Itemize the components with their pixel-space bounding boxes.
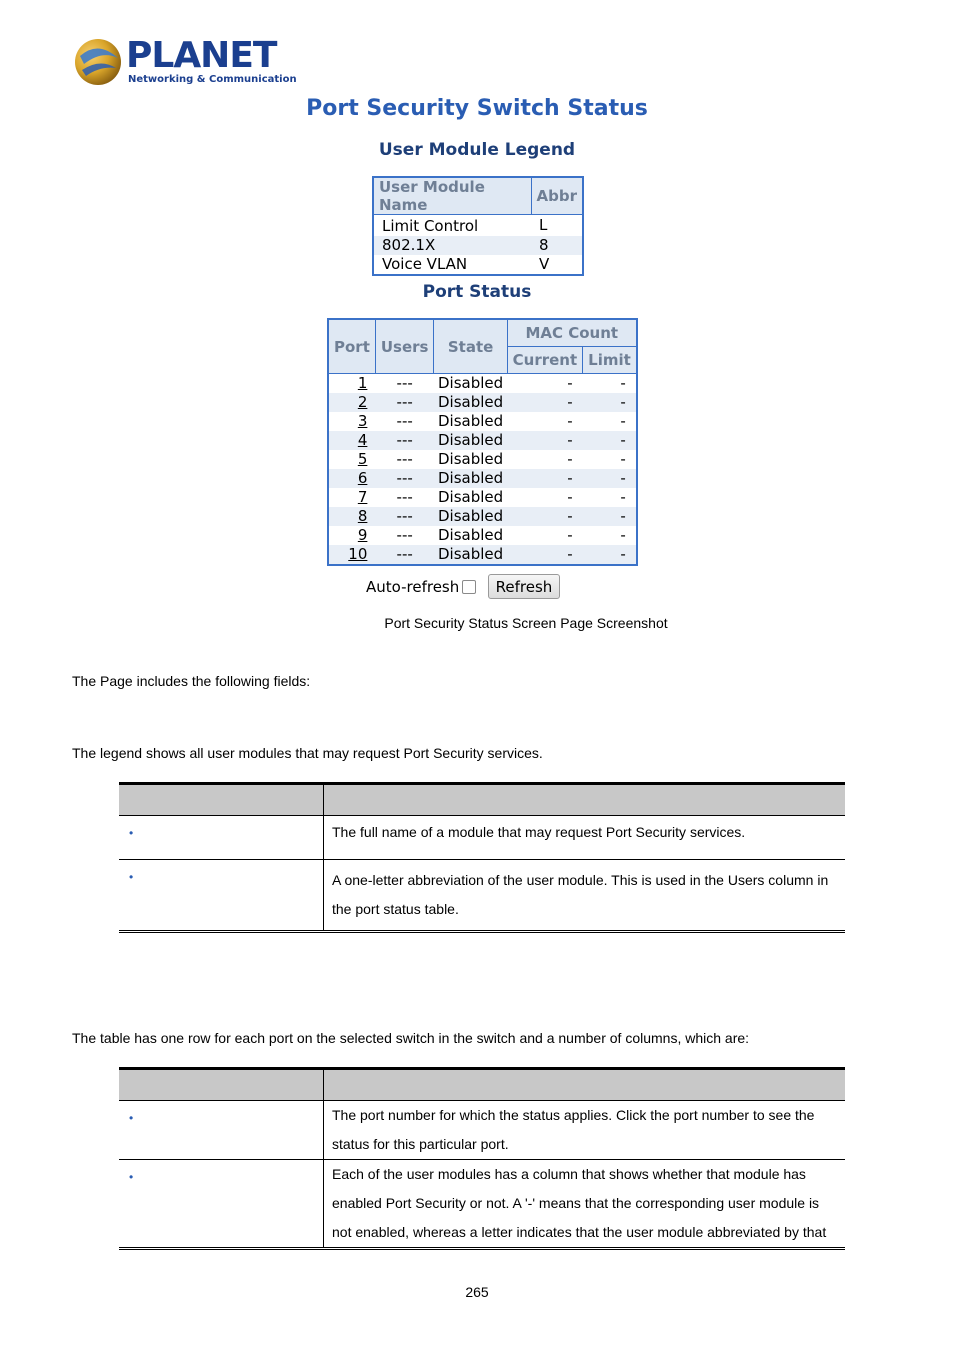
port-cell xyxy=(328,469,375,488)
state-cell: Disabled xyxy=(437,488,504,506)
globe-icon xyxy=(72,36,124,88)
module-name: 802.1X xyxy=(373,236,531,255)
legend-paragraph: The legend shows all user modules that may request Port Security services. xyxy=(72,745,543,761)
mac-limit-cell: - xyxy=(583,431,637,450)
port-link[interactable]: 2 xyxy=(357,393,368,411)
table-row xyxy=(328,545,637,565)
users-cell: --- xyxy=(396,488,413,506)
port-link[interactable]: 10 xyxy=(348,545,368,563)
port-link[interactable]: 4 xyxy=(357,431,368,449)
field-description: The port number for which the status applies. Click the port number to see the status for this particular port. xyxy=(324,1101,846,1160)
table-row xyxy=(328,526,637,545)
mac-current-cell: - xyxy=(567,450,573,468)
port-link[interactable]: 7 xyxy=(357,488,368,506)
table-row xyxy=(328,431,637,450)
column-header: State xyxy=(434,319,507,374)
state-cell: Disabled xyxy=(437,374,504,392)
table-row xyxy=(328,469,637,488)
port-link[interactable]: 9 xyxy=(357,526,368,544)
planet-logo xyxy=(72,35,297,92)
auto-refresh-label: Auto-refresh xyxy=(366,578,460,596)
column-header: Port xyxy=(328,319,375,374)
module-abbr: V xyxy=(539,255,550,273)
state-cell: Disabled xyxy=(437,450,504,468)
mac-limit-cell: - xyxy=(620,488,626,506)
figure-caption: Port Security Status Screen Page Screenshot xyxy=(384,615,668,631)
port-link[interactable]: 5 xyxy=(357,450,368,468)
port-cell xyxy=(328,507,375,526)
logo-tagline: Networking & Communication xyxy=(128,74,297,85)
table-header-row xyxy=(119,1069,845,1101)
users-cell: --- xyxy=(375,431,434,450)
bullet: • xyxy=(129,1111,134,1125)
table-row xyxy=(373,236,583,255)
table-row xyxy=(328,374,637,394)
port-link[interactable]: 3 xyxy=(357,412,368,430)
table-row xyxy=(373,255,583,275)
port-cell xyxy=(328,393,375,412)
logo-brand: PLANET xyxy=(126,35,277,76)
user-module-legend-table xyxy=(372,176,584,276)
port-cell xyxy=(328,431,375,450)
module-name: Voice VLAN xyxy=(382,255,468,273)
table-row xyxy=(119,860,845,932)
refresh-controls xyxy=(366,574,596,600)
state-cell: Disabled xyxy=(437,526,504,544)
table-row xyxy=(328,412,637,431)
port-cell xyxy=(328,412,375,431)
state-cell: Disabled xyxy=(434,431,507,450)
port-cell xyxy=(328,488,375,507)
column-header: Users xyxy=(375,319,434,374)
table-row xyxy=(328,488,637,507)
field-description: A one-letter abbreviation of the user module. This is used in the Users column in the port status table. xyxy=(324,860,846,932)
table-row xyxy=(119,816,845,860)
mac-limit-cell: - xyxy=(583,469,637,488)
mac-limit-cell: - xyxy=(583,545,637,565)
field-description: Each of the user modules has a column that shows whether that module has enabled Port Security or not. A '-' means that the corresponding user module is not enabled, whereas a letter indicates that the user module abbreviated by that xyxy=(324,1160,846,1249)
mac-limit-cell: - xyxy=(620,526,626,544)
legend-fields-table xyxy=(119,782,845,933)
port-cell xyxy=(328,545,375,565)
mac-limit-cell: - xyxy=(620,374,626,392)
mac-current-cell: - xyxy=(567,488,573,506)
mac-limit-cell: - xyxy=(620,412,626,430)
table-row xyxy=(119,1160,845,1249)
state-cell: Disabled xyxy=(437,412,504,430)
table-row xyxy=(328,393,637,412)
mac-current-cell: - xyxy=(507,431,583,450)
bullet: • xyxy=(129,826,134,840)
mac-limit-cell: - xyxy=(583,393,637,412)
bullet: • xyxy=(129,870,134,884)
column-header: MAC Count xyxy=(507,319,637,347)
users-cell: --- xyxy=(396,450,413,468)
port-cell xyxy=(328,450,375,469)
legend-title: User Module Legend xyxy=(378,140,576,160)
port-cell xyxy=(328,374,375,394)
table-row xyxy=(119,1101,845,1160)
state-cell: Disabled xyxy=(434,507,507,526)
users-cell: --- xyxy=(396,412,413,430)
mac-current-cell: - xyxy=(507,545,583,565)
column-header: User Module Name xyxy=(373,177,531,215)
intro-text: The Page includes the following fields: xyxy=(72,673,311,689)
module-abbr: L xyxy=(539,216,548,234)
bullet: • xyxy=(129,1170,134,1184)
module-abbr: 8 xyxy=(531,236,583,255)
table-row xyxy=(328,450,637,469)
state-cell: Disabled xyxy=(434,469,507,488)
mac-limit-cell: - xyxy=(620,450,626,468)
state-cell: Disabled xyxy=(434,393,507,412)
mac-current-cell: - xyxy=(507,469,583,488)
page-number: 265 xyxy=(465,1284,489,1300)
table-row xyxy=(328,507,637,526)
port-cell xyxy=(328,526,375,545)
mac-limit-cell: - xyxy=(583,507,637,526)
port-status-title: Port Status xyxy=(422,282,532,302)
users-cell: --- xyxy=(375,507,434,526)
port-link[interactable]: 6 xyxy=(357,469,368,487)
users-cell: --- xyxy=(375,545,434,565)
column-header: Abbr xyxy=(531,177,583,215)
mac-current-cell: - xyxy=(507,507,583,526)
mac-current-cell: - xyxy=(507,393,583,412)
table-header-row xyxy=(119,784,845,816)
port-link[interactable]: 8 xyxy=(357,507,368,525)
users-cell: --- xyxy=(396,374,413,392)
users-cell: --- xyxy=(396,526,413,544)
port-link[interactable]: 1 xyxy=(357,374,368,392)
users-cell: --- xyxy=(375,469,434,488)
refresh-button[interactable]: Refresh xyxy=(488,574,560,599)
page-title: Port Security Switch Status xyxy=(306,96,648,121)
mac-current-cell: - xyxy=(567,412,573,430)
mac-current-cell: - xyxy=(567,526,573,544)
column-header: Current xyxy=(507,347,583,374)
mac-current-cell: - xyxy=(567,374,573,392)
table-paragraph: The table has one row for each port on the selected switch in the switch and a number of columns, which are: xyxy=(72,1030,750,1046)
table-row xyxy=(373,215,583,237)
table-fields-table xyxy=(119,1067,845,1250)
column-header: Limit xyxy=(583,347,637,374)
state-cell: Disabled xyxy=(434,545,507,565)
module-name: Limit Control xyxy=(382,217,479,235)
port-status-table xyxy=(327,318,638,566)
users-cell: --- xyxy=(375,393,434,412)
field-description: The full name of a module that may request Port Security services. xyxy=(324,816,846,860)
auto-refresh-checkbox[interactable] xyxy=(462,580,476,594)
